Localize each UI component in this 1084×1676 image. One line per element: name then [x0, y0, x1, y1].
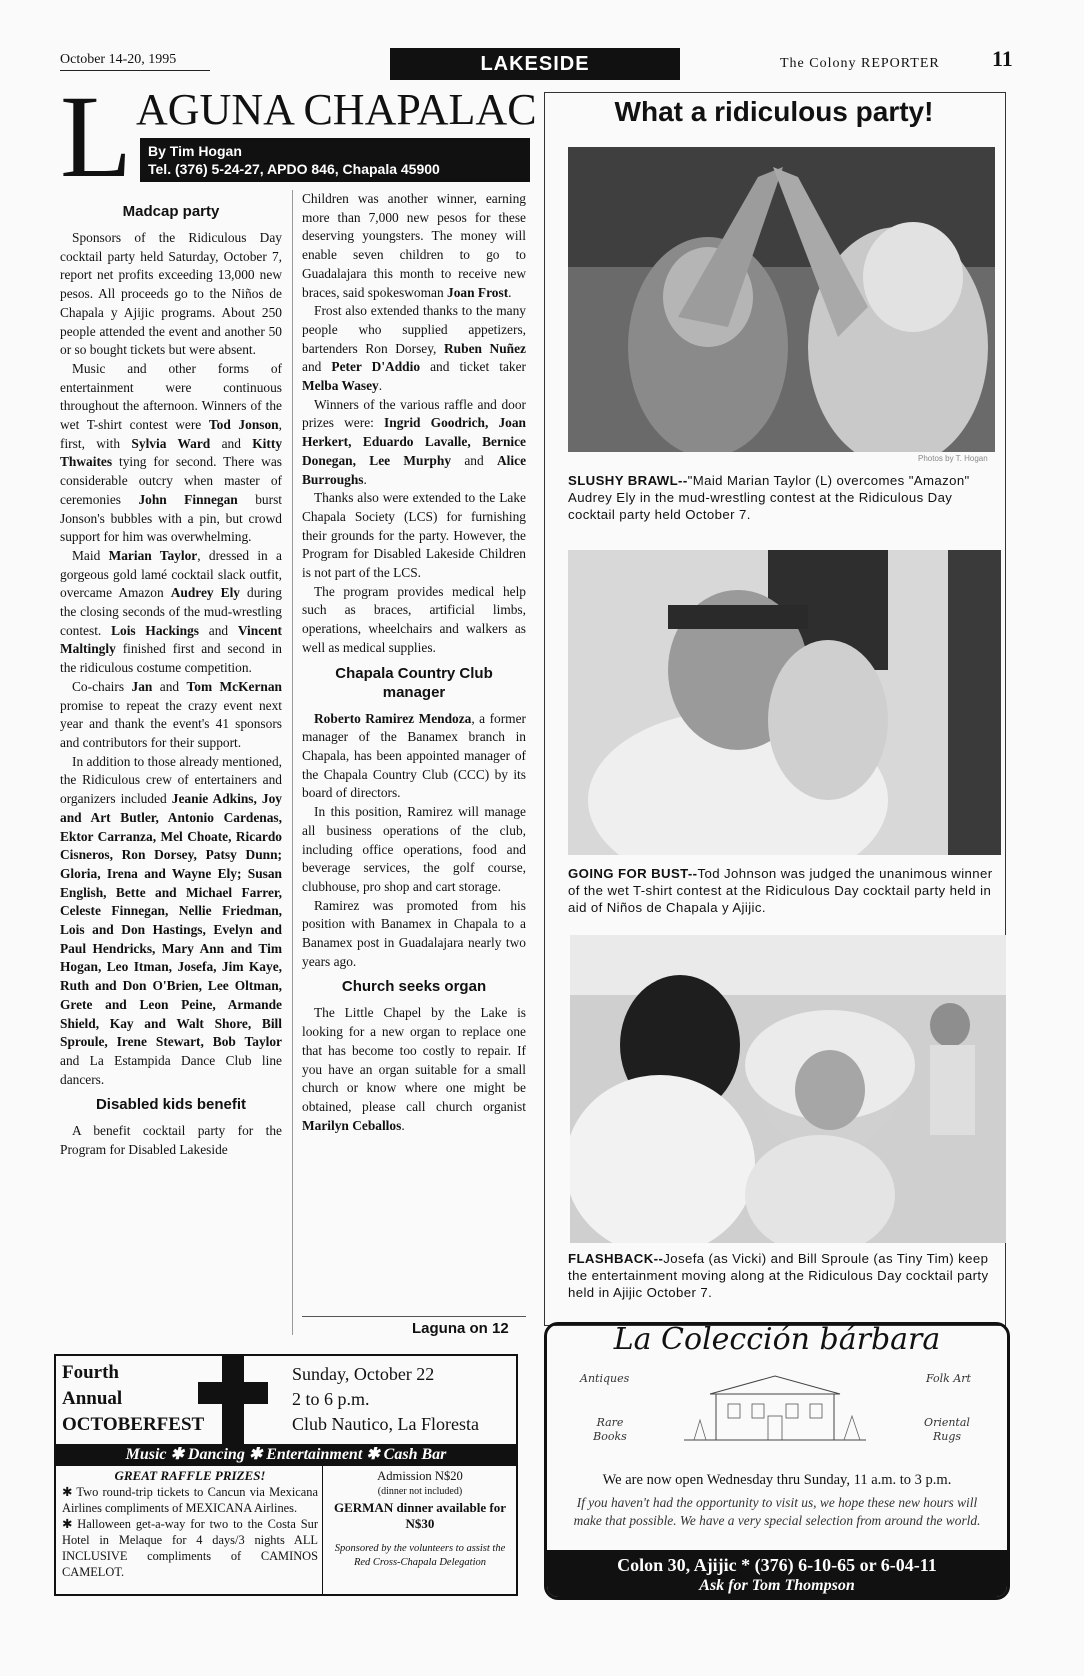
article-column-2: [302, 190, 526, 1135]
contact-band: [547, 1550, 1007, 1597]
caption-flashback: FLASHBACK--Josefa (as Vicki) and Bill Sproule (as Tiny Tim) keep the entertainment moving along at the Ridiculous Day cocktail party held in Ajijic October 7.: [568, 1251, 989, 1300]
byline-contact: Tel. (376) 5-24-27, APDO 846, Chapala 45900: [148, 161, 440, 177]
subhead-country-club: Chapala Country Club manager: [335, 664, 493, 701]
admission-note: (dinner not included): [377, 1486, 463, 1497]
dinner-offer: GERMAN dinner available for N$30: [333, 1500, 506, 1531]
raffle-prizes: [62, 1484, 318, 1580]
drop-initial: L: [60, 71, 133, 202]
page-number: 11: [992, 46, 1013, 71]
red-cross-icon-bar: [198, 1382, 268, 1404]
shop-message: If you haven't had the opportunity to visit us, we hope these new hours will make that possible. We have a very special selection from around the world.: [573, 1495, 981, 1528]
column-divider: [292, 190, 293, 1335]
subhead-madcap-party: Madcap party: [122, 203, 220, 220]
subhead-disabled-kids: Disabled kids benefit: [95, 1096, 247, 1114]
raffle-prize: ✱ Halloween get-a-way for two to the Costa Sur Hotel in Melaque for 4 days/3 nights ALL INCLUSIVE compliments of CAMINOS CAMELOT.: [62, 1517, 318, 1579]
paragraph: Children was another winner, earning more than 7,000 new pesos for these deserving youngsters. The money will enable seven children to go to Guadalajara this month to receive new braces, said spokeswoman Joan Frost.: [302, 191, 526, 300]
tag-antiques: Antiques: [580, 1372, 630, 1385]
raffle-heading: GREAT RAFFLE PRIZES!: [114, 1468, 266, 1483]
admission-info: [326, 1468, 514, 1570]
tag-rare-books: Rare Books: [593, 1416, 627, 1443]
paragraph: In this position, Ramirez will manage all business operations of the club, including office operations, food and beverage services, the golf course, clubhouse, pro shop and cart storage.: [302, 804, 526, 894]
article-column-1: [60, 196, 282, 1160]
ad-divider: [322, 1466, 323, 1594]
paragraph: Frost also extended thanks to the many people who supplied appetizers, bartenders Ron Dorsey, Ruben Nuñez and Peter D'Addio and ticket taker Melba Wasey.: [302, 303, 526, 394]
caption-going-for-bust: GOING FOR BUST--Tod Johnson was judged the unanimous winner of the wet T-shirt contest at the Ridiculous Day cocktail party held in aid of Niños de Chapala y Ajijic.: [568, 866, 993, 915]
admission-price: Admission N$20: [377, 1469, 463, 1483]
jump-divider: [302, 1316, 526, 1317]
subhead-church-organ: Church seeks organ: [341, 978, 487, 996]
paragraph: Maid Marian Taylor, dressed in a gorgeous gold lamé cocktail slack outfit, overcame Amazon Audrey Ely during the closing seconds of the mud-wrestling contest. Lois Hackings and Vincent Maltingly finished first and second in the ridiculous costume competition.: [60, 547, 283, 676]
paragraph: The Little Chapel by the Lake is looking for a new organ to replace one that has become too costly to repair. If you have an organ suitable for a small church or know where one might be obtained, please call church organist Marilyn Ceballos.: [302, 1005, 526, 1133]
paragraph: Thanks also were extended to the Lake Chapala Society (LCS) for furnishing their grounds for the party. However, the Program for Disabled Lakeside Children is not part of the LCS.: [302, 490, 526, 581]
paragraph: Co-chairs Jan and Tom McKernan promise to repeat the crazy event next year and thank the event's 41 sponsors and contributors for their support.: [60, 678, 283, 750]
byline-author: By Tim Hogan: [148, 143, 242, 159]
tag-oriental-rugs: Oriental Rugs: [924, 1416, 970, 1443]
paragraph: Winners of the various raffle and door prizes were: Ingrid Goodrich, Joan Herkert, Eduardo Lavalle, Bernice Donegan, Lee Murphy and Alice Burroughs.: [302, 396, 527, 487]
event-time: 2 to 6 p.m.: [292, 1389, 370, 1409]
column-title: AGUNA CHAPALAC: [136, 85, 537, 134]
shop-contact-person: Ask for Tom Thompson: [699, 1577, 855, 1594]
paragraph: In addition to those already mentioned, the Ridiculous crew of entertainers and organizers included Jeanie Adkins, Joy and Art Butler, Antonio Cardenas, Ektor Carranza, Mel Choate, Ricardo Cisneros, Ron Dorsey, Patsy Dunn; Gloria, Irena and Wayne Ely; Susan English, Bette and Michael Farrer, Celeste Finnegan, Nellie Friedman, Lois and Don Hastings, Evelyn and Paul Hendricks, Mary Ann and Tim Hogan, Leo Itman, Josefa, Jim Kaye, Ruth and Don O'Brien, Lee Oltman, Grete and Leon Peine, Armande Shield, Kay and Walt Shore, Bill Sproule, Irene Stewart, Bob Taylor and La Estampida Dance Club line dancers.: [60, 753, 283, 1087]
octoberfest-attractions-band: Music ✱ Dancing ✱ Entertainment ✱ Cash Bar: [56, 1444, 516, 1466]
photo-feature-heading: What a ridiculous party!: [614, 96, 934, 127]
shop-name: La Colección bárbara: [613, 1322, 941, 1357]
opening-hours: We are now open Wednesday thru Sunday, 11 a.m. to 3 p.m.: [602, 1472, 952, 1488]
paragraph: Music and other forms of entertainment were continuous throughout the afternoon. Winners of the wet T-shirt contest were Tod Jonson, first, with Sylvia Ward and Kitty Thwaites tying for second. There was considerable outcry when master of ceremonies John Finnegan burst Jonson's bubbles with a pin, but crowd support for him was overwhelming.: [60, 360, 283, 545]
photo-mud-wrestling: [568, 147, 995, 452]
sponsor-note: Sponsored by the volunteers to assist the Red Cross-Chapala Delegation: [334, 1543, 506, 1568]
photo-wet-tshirt-winner: [568, 550, 1001, 855]
issue-date: October 14-20, 1995: [60, 52, 177, 67]
paragraph: The program provides medical help such as braces, artificial limbs, operations, wheelchairs and walkers as well as medical supplies.: [302, 583, 526, 655]
paper-name: The Colony REPORTER: [780, 56, 940, 71]
event-venue: Club Nautico, La Floresta: [292, 1414, 479, 1434]
paragraph: Ramirez was promoted from his position with Banamex in Chapala to a Banamex post in Guadalajara nearly two years ago.: [302, 897, 526, 969]
paragraph: Roberto Ramirez Mendoza, a former manager of the Banamex branch in Chapala, has been appointed manager of the Chapala Country Club (CCC) by its board of directors.: [302, 710, 526, 801]
house-illustration-icon: [680, 1368, 870, 1453]
tag-folk-art: Folk Art: [926, 1372, 971, 1385]
section-banner: LAKESIDE: [390, 48, 680, 80]
shop-address-phone: Colon 30, Ajijic * (376) 6-10-65 or 6-04-11: [617, 1555, 937, 1575]
raffle-prize: ✱ Two round-trip tickets to Cancun via Mexicana Airlines compliments of MEXICANA Airlines.: [62, 1485, 318, 1515]
continued-jump-line: Laguna on 12: [412, 1320, 509, 1337]
caption-slushy-brawl: SLUSHY BRAWL--"Maid Marian Taylor (L) overcomes "Amazon" Audrey Ely in the mud-wrestling contest at the Ridiculous Day cocktail party held October 7.: [568, 473, 970, 522]
photo-credit: Photos by T. Hogan: [918, 454, 988, 463]
octoberfest-details: [292, 1362, 479, 1437]
event-date: Sunday, October 22: [292, 1364, 435, 1384]
octoberfest-title: Fourth Annual OCTOBERFEST: [62, 1362, 205, 1435]
byline-box: [140, 138, 530, 182]
paragraph: A benefit cocktail party for the Program for Disabled Lakeside: [60, 1123, 282, 1158]
photo-flashback-entertainers: [570, 935, 1006, 1243]
paragraph: Sponsors of the Ridiculous Day cocktail party held Saturday, October 7, report net profits exceeding 13,000 new pesos. All proceeds go to the Niños de Chapala y Ajijic programs. About 250 people attended the event and another 50 or so bought tickets but were absent.: [60, 230, 282, 358]
